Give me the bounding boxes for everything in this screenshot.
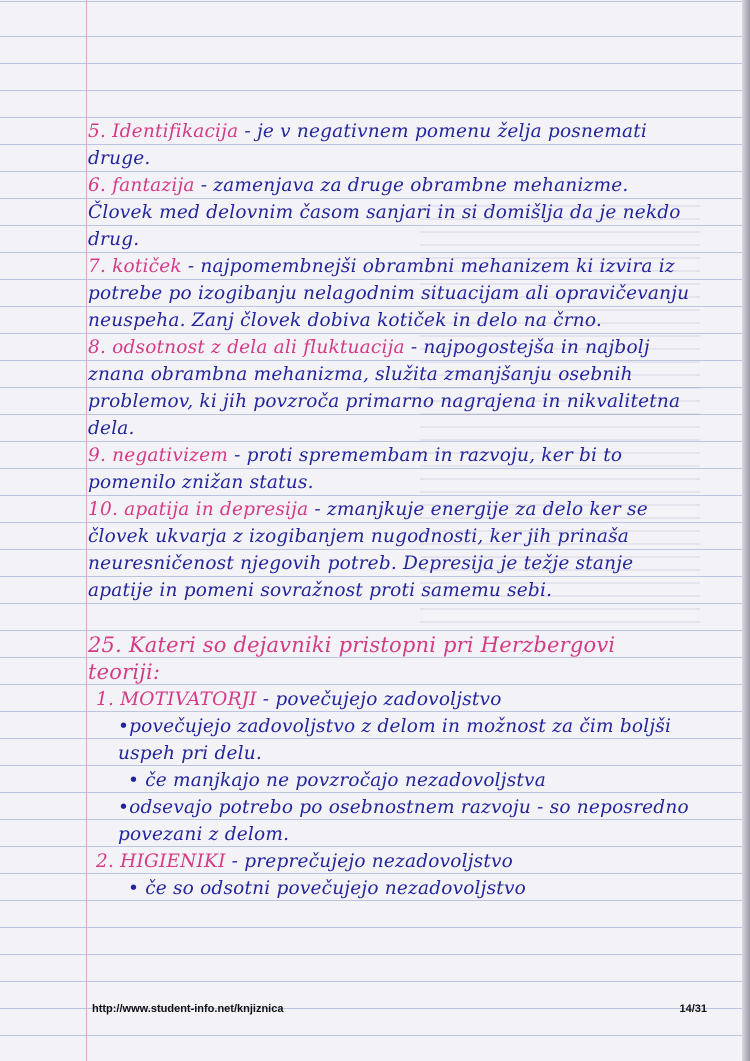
group-title: 2. HIGIENIKI — [96, 851, 226, 872]
margin-line — [86, 0, 87, 1061]
bullet-item: • če manjkajo ne povzročajo nezadovoljstva — [128, 770, 546, 791]
term-text: - zmanjkuje energije za delo ker se človek ukvarja z izogibanjem nugodnosti, ker jih prinaša neuresničenost njegovih potreb. Depresija je težje stanje apatije in pomeni sovražnost proti samemu sebi. — [88, 499, 648, 601]
term-text: - je v negativnem pomenu želja posnemati druge. — [88, 121, 647, 169]
group-title-suffix: - preprečujejo nezadovoljstvo — [225, 851, 513, 872]
list-item — [88, 496, 694, 604]
group-heading — [88, 686, 694, 713]
term-text: - najpogostejša in najbolj znana obrambna mehanizma, služita zmanjšanju osebnih problemov, ki jih povzroča primarno nagrajena in nikvalitetna dela. — [88, 337, 681, 439]
term-text: - najpomembnejši obrambni mehanizem ki izvira iz potrebe po izogibanju nelagodnim situacijam ali opravičevanju neuspeha. Zanj človek dobiva kotiček in delo na črno. — [88, 256, 690, 331]
bullet-item: • če so odsotni povečujejo nezadovoljstvo — [128, 878, 526, 899]
term-label: 6. fantazija — [88, 175, 195, 196]
list-item — [88, 253, 694, 334]
term-label: 9. negativizem — [88, 445, 229, 466]
term-label: 8. odsotnost z dela ali fluktuacija — [88, 337, 405, 358]
page-edge — [742, 0, 750, 1061]
footer-url[interactable]: http://www.student-info.net/knjiznica — [92, 1003, 284, 1015]
handwritten-notes — [88, 118, 694, 902]
list-item — [88, 118, 694, 172]
page-number: 14/31 — [679, 1003, 707, 1015]
section-gap — [88, 604, 694, 632]
bullet-item: •povečujejo zadovoljstvo z delom in možnost za čim boljši uspeh pri delu. — [118, 716, 672, 764]
list-item — [88, 172, 694, 253]
term-label: 10. apatija in depresija — [88, 499, 309, 520]
group-heading — [88, 848, 694, 875]
term-label: 7. kotiček — [88, 256, 182, 277]
term-text: - proti spremembam in razvoju, ker bi to pomenilo znižan status. — [88, 445, 623, 493]
list-item — [88, 334, 694, 442]
term-label: 5. Identifikacija — [88, 121, 239, 142]
question-heading: 25. Kateri so dejavniki pristopni pri Herzbergovi teoriji: — [88, 633, 616, 684]
bullet-item: •odsevajo potrebo po osebnostnem razvoju - so neposredno povezani z delom. — [118, 797, 689, 845]
group-title: 1. MOTIVATORJI — [96, 689, 257, 710]
group-title-suffix: - povečujejo zadovoljstvo — [256, 689, 502, 710]
list-item — [88, 442, 694, 496]
term-text: - zamenjava za druge obrambne mehanizme. Človek med delovnim časom sanjari in si domišlja da je nekdo drug. — [88, 175, 681, 250]
